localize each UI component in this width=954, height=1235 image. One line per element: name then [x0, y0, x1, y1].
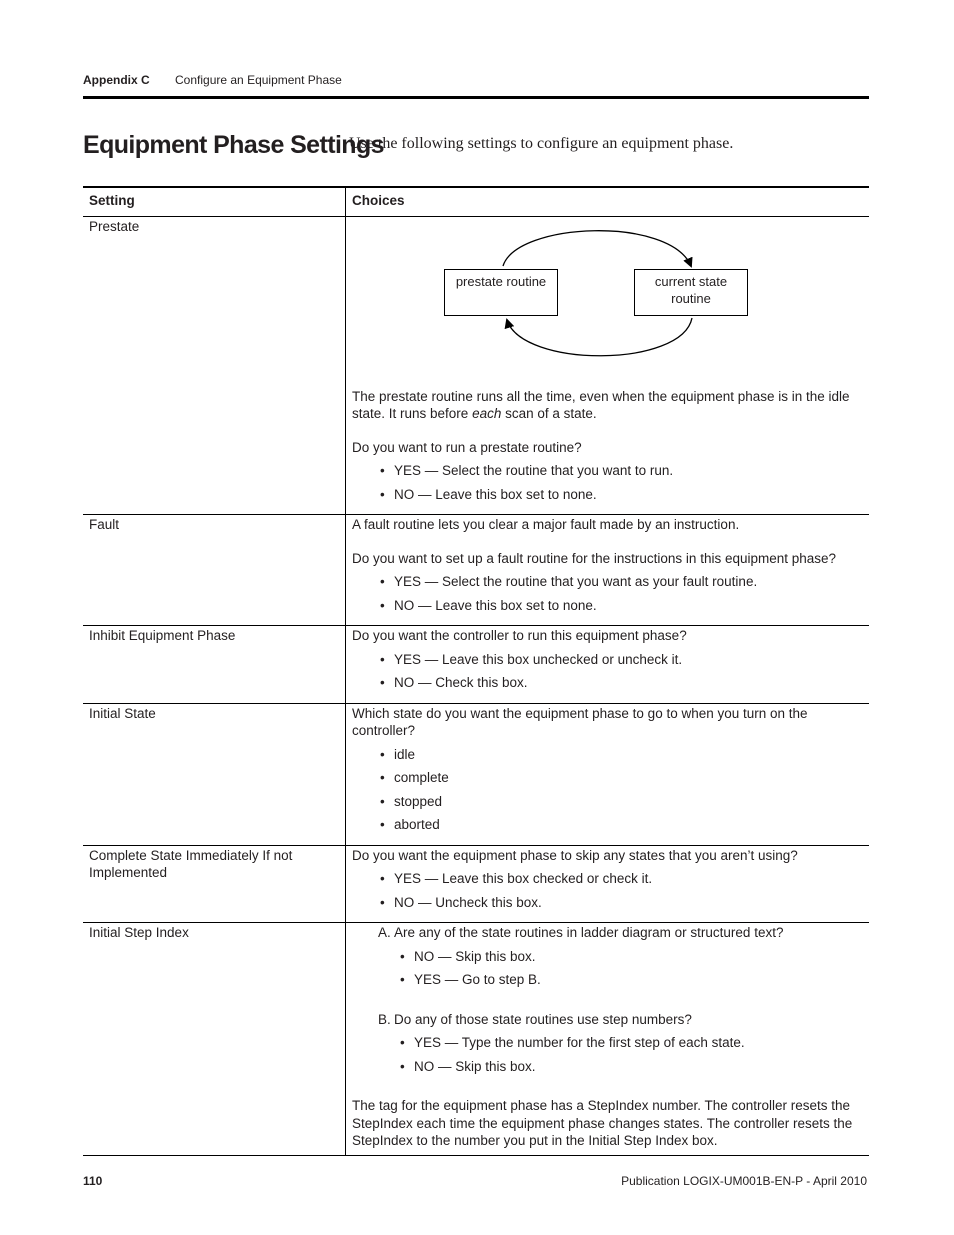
- complete-state-question: Do you want the equipment phase to skip any states that you aren’t using?: [352, 847, 798, 863]
- setting-initial-step: Initial Step Index: [83, 923, 346, 1156]
- table-row: [83, 626, 869, 704]
- appendix-label: Appendix C: [83, 73, 150, 87]
- setting-prestate: Prestate: [83, 216, 346, 515]
- choices-prestate: [346, 216, 870, 515]
- step-b-text: Do any of those state routines use step numbers?: [394, 1011, 692, 1027]
- col-header-choices: Choices: [346, 187, 870, 216]
- setting-complete-state: Complete State Immediately If not Implemented: [83, 845, 346, 923]
- fault-options: [352, 573, 863, 614]
- prestate-options: [352, 462, 863, 503]
- choices-inhibit: [346, 626, 870, 704]
- step-index-note: The tag for the equipment phase has a StepIndex number. The controller resets the StepIndex each time the equipment phase changes states. The controller resets the StepIndex to the number you put in the Initial Step Index box.: [352, 1098, 853, 1148]
- prestate-diagram: [352, 218, 860, 388]
- list-item: • NO — Uncheck this box.: [380, 894, 863, 912]
- initial-state-question: Which state do you want the equipment phase to go to when you turn on the controller?: [352, 705, 808, 738]
- header-rule: [83, 96, 869, 99]
- step-a: [378, 924, 863, 942]
- table-row: [83, 216, 869, 515]
- arrow-to-current-state: [503, 230, 691, 265]
- list-item: • NO — Leave this box set to none.: [380, 486, 863, 504]
- step-a-text: Are any of the state routines in ladder diagram or structured text?: [394, 925, 784, 940]
- choices-initial-state: [346, 703, 870, 845]
- list-item: • idle: [380, 746, 863, 764]
- step-a-options: [352, 948, 863, 989]
- arrow-to-prestate: [507, 318, 692, 356]
- col-header-setting: Setting: [83, 187, 346, 216]
- table-row: [83, 845, 869, 923]
- intro-text: Use the following settings to configure an equipment phase.: [349, 135, 734, 152]
- current-state-routine-box: [634, 269, 748, 316]
- prestate-question: Do you want to run a prestate routine?: [352, 439, 582, 455]
- publication-info: Publication LOGIX-UM001B-EN-P - April 2010: [621, 1174, 867, 1188]
- inhibit-options: [352, 651, 863, 692]
- fault-question: Do you want to set up a fault routine for the instructions in this equipment phase?: [352, 550, 837, 566]
- running-header: [83, 73, 342, 87]
- list-item: • YES — Type the number for the first step of each state.: [400, 1034, 863, 1052]
- list-item: • YES — Leave this box unchecked or uncheck it.: [380, 651, 863, 669]
- table-row: [83, 515, 869, 626]
- setting-fault: Fault: [83, 515, 346, 626]
- initial-state-options: [352, 746, 863, 834]
- complete-state-options: [352, 870, 863, 911]
- settings-table: [83, 186, 869, 1156]
- choices-fault: [346, 515, 870, 626]
- prestate-routine-label: prestate routine: [455, 273, 547, 289]
- step-b-letter: B.: [378, 1011, 391, 1027]
- table-row: [83, 923, 869, 1156]
- choices-complete-state: [346, 845, 870, 923]
- section-label: Configure an Equipment Phase: [175, 73, 342, 87]
- list-item: • NO — Skip this box.: [400, 1058, 863, 1076]
- page-number: 110: [83, 1174, 103, 1188]
- table-row: [83, 703, 869, 845]
- current-state-label-line2: routine: [671, 290, 711, 306]
- table-header-row: [83, 187, 869, 216]
- list-item: • stopped: [380, 793, 863, 811]
- prestate-routine-box: [444, 269, 558, 316]
- step-b: [378, 1011, 863, 1029]
- prestate-description: [352, 388, 863, 423]
- list-item: • NO — Skip this box.: [400, 948, 863, 966]
- fault-description: A fault routine lets you clear a major fault made by an instruction.: [352, 517, 740, 532]
- list-item: • aborted: [380, 816, 863, 834]
- choices-initial-step: [346, 923, 870, 1156]
- list-item: • NO — Leave this box set to none.: [380, 597, 863, 615]
- list-item: • complete: [380, 769, 863, 787]
- inhibit-question: Do you want the controller to run this equipment phase?: [352, 628, 687, 643]
- list-item: • YES — Select the routine that you want as your fault routine.: [380, 573, 863, 591]
- prestate-desc-text-end: scan of a state.: [501, 406, 597, 421]
- setting-inhibit: Inhibit Equipment Phase: [83, 626, 346, 704]
- list-item: • NO — Check this box.: [380, 674, 863, 692]
- list-item: • YES — Leave this box checked or check it.: [380, 870, 863, 888]
- prestate-desc-emphasis: each: [472, 406, 502, 421]
- page-title: Equipment Phase Settings: [83, 131, 384, 159]
- prestate-desc-text: The prestate routine runs all the time, even when the equipment phase is in the idle state. It runs before: [352, 388, 850, 421]
- list-item: • YES — Go to step B.: [400, 971, 863, 989]
- step-a-letter: A.: [378, 925, 391, 940]
- step-b-options: [352, 1034, 863, 1075]
- cycle-arrows: [352, 218, 860, 388]
- current-state-label-line1: current state: [654, 273, 728, 289]
- list-item: • YES — Select the routine that you want to run.: [380, 462, 863, 480]
- setting-initial-state: Initial State: [83, 703, 346, 845]
